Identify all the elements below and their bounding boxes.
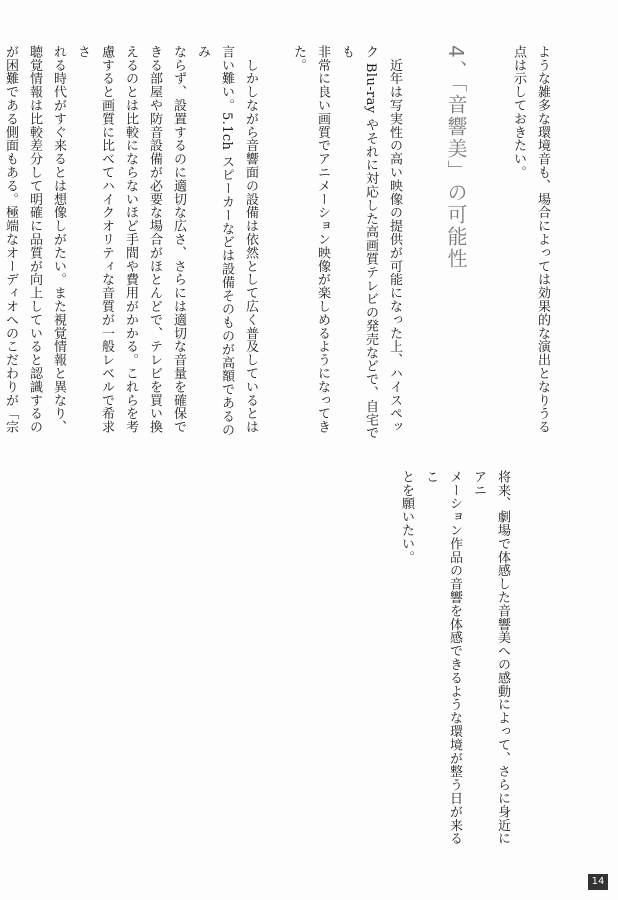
paragraph-2: しかしながら音響面の設備は依然として広く普及しているとは 言い難い。5.1ch スピーカーなどは設備そのものが高額であるのみ ならず、設置するのに適切な広さ、さらには適切な音量を確保で きる部屋や防音設備が必要な場合がほとんどで、テレビを買い換 えるのとは比較にならないほど手間や費用がかかる。これらを考 慮すると画質に比べてハイクオリティな音質が一般レベルで希求さ れる時代がすぐ来るとは想像しがたい。また視覚情報と異なり、 聴覚情報は比較差分して明確に品質が向上していると認識するの が困難である側面もある。極端なオーディオへのこだわりが「宗	[3, 45, 258, 437]
bottom-text-block	[394, 470, 538, 850]
closing-paragraph: 将来、劇場で体感した音響美への感動によって、さらに身近にアニ メーション作品の音響を体感できるような環境が整う日が来るこ とを願いたい。	[399, 470, 510, 846]
intro-text: ような雑多な環境音も、場合によっては効果的な演出となりうる 点は示しておきたい。	[511, 45, 550, 434]
section-heading: 4、「音響美」の可能性	[444, 45, 468, 270]
paragraph-1: 近年は写実性の高い映像の提供が可能になった上、ハイスペッ ク Blu-ray やそれに対応した高画質テレビの発売などで、自宅でも 非常に良い画質でアニメーション映像が楽しめるようになってき た。	[291, 45, 402, 440]
top-text-block	[0, 45, 578, 445]
page-number: 14	[588, 874, 608, 890]
